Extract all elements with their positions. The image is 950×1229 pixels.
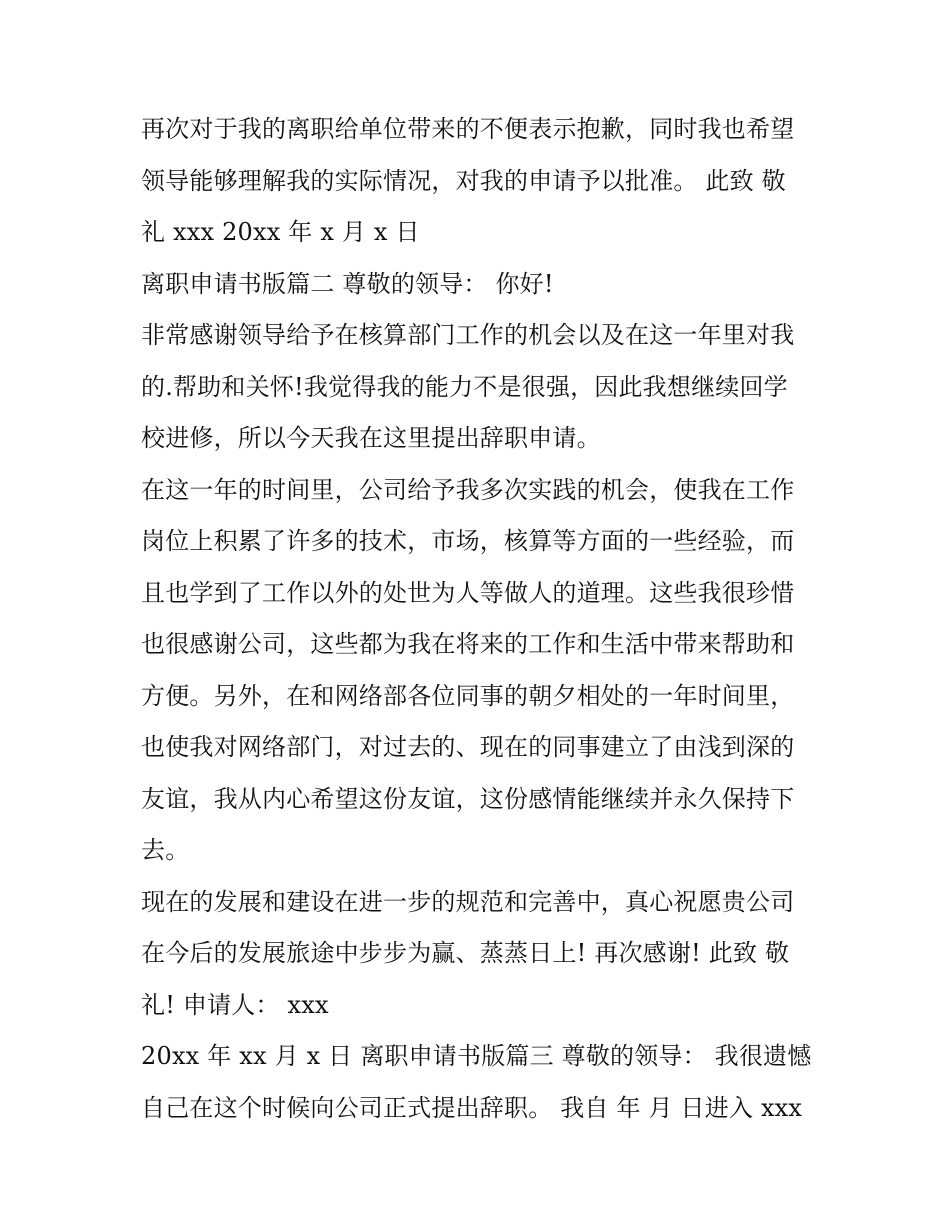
text-line: 方便。另外，在和网络部各位同事的朝夕相处的一年时间里， — [141, 681, 795, 710]
text-line: 在今后的发展旅途中步步为赢、蒸蒸日上! 再次感谢! 此致 敬 — [141, 939, 790, 967]
text-line: 再次对于我的离职给单位带来的不便表示抱歉，同时我也希望 — [141, 115, 795, 143]
text-line: 校进修，所以今天我在这里提出辞职申请。 — [141, 424, 601, 452]
text-line: 在这一年的时间里，公司给予我多次实践的机会，使我在工作 — [141, 475, 795, 504]
text-line: 领导能够理解我的实际情况，对我的申请予以批准。 此致 敬 — [141, 166, 786, 195]
text-line: 岗位上积累了许多的技术，市场，核算等方面的一些经验，而 — [141, 527, 795, 555]
text-line: 非常感谢领导给予在核算部门工作的机会以及在这一年里对我 — [141, 321, 795, 349]
text-line: 礼! 申请人： xxx — [141, 990, 329, 1019]
text-line: 友谊，我从内心希望这份友谊，这份感情能继续并永久保持下 — [141, 784, 795, 813]
text-line: 去。 — [141, 836, 190, 864]
text-line: 的.帮助和关怀!我觉得我的能力不是很强，因此我想继续回学 — [141, 372, 788, 401]
text-line: 20xx 年 xx 月 x 日 离职申请书版篇三 尊敬的领导： 我很遗憾 — [141, 1042, 812, 1070]
text-line: 离职申请书版篇二 尊敬的领导： 你好! — [141, 269, 554, 298]
document-body — [141, 104, 821, 1134]
text-line: 也很感谢公司，这些都为我在将来的工作和生活中带来帮助和 — [141, 630, 795, 658]
text-line: 礼 xxx 20xx 年 x 月 x 日 — [141, 218, 420, 246]
text-line: 现在的发展和建设在进一步的规范和完善中，真心祝愿贵公司 — [141, 887, 795, 916]
text-line: 自己在这个时候向公司正式提出辞职。 我自 年 月 日进入 xxx — [141, 1093, 803, 1122]
text-line: 且也学到了工作以外的处世为人等做人的道理。这些我很珍惜 — [141, 578, 795, 607]
text-line: 也使我对网络部门，对过去的、现在的同事建立了由浅到深的 — [141, 733, 795, 761]
